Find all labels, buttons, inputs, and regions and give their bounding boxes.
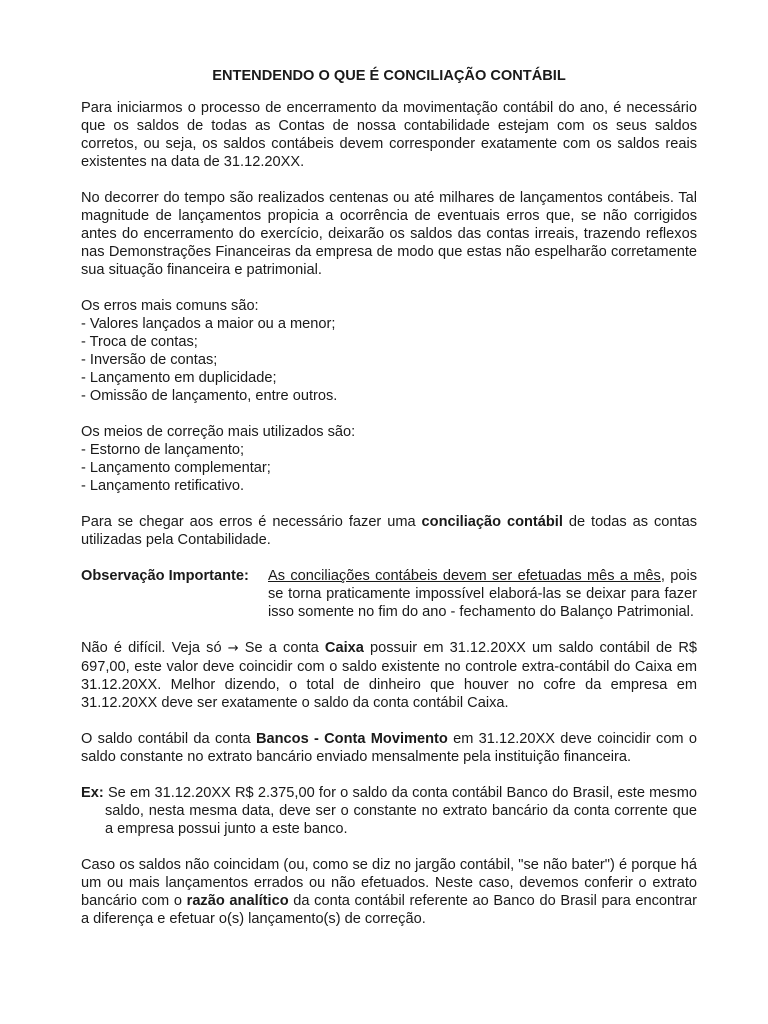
caixa-text-after: possuir em 31.12.20XX um saldo contábil de R$ 697,00, este valor deve coincidir com o saldo existente no controle extra-contábil do Caixa em 31.12.20XX. Melhor dizendo, o total de dinheiro que houver no cofre da empresa em 31.12.20XX deve ser exatamente o saldo da conta contábil Caixa. xyxy=(81,640,697,711)
example-label: Ex: xyxy=(81,785,104,801)
observation-underlined-text: As conciliações contábeis devem ser efetuadas mês a mês xyxy=(268,568,661,584)
conciliation-text-before: Para se chegar aos erros é necessário fazer uma xyxy=(81,514,422,530)
conciliation-text-after: de todas as contas utilizadas pela Contabilidade. xyxy=(81,514,697,548)
caixa-paragraph xyxy=(81,639,697,712)
bancos-paragraph xyxy=(81,730,697,766)
bancos-text-after: em 31.12.20XX deve coincidir com o saldo constante no extrato bancário enviado mensalmente pela instituição financeira. xyxy=(81,731,698,765)
document-title: ENTENDENDO O QUE É CONCILIAÇÃO CONTÁBIL xyxy=(212,68,566,84)
intro-paragraph: Para iniciarmos o processo de encerramento da movimentação contábil do ano, é necessário que os saldos de todas as Contas de nossa contabilidade estejam com os seus saldos corretos, ou seja, os saldos contábeis devem corresponder exatamente com os saldos reais existentes na data de 31.12.20XX. xyxy=(81,100,697,170)
list-item: - Valores lançados a maior ou a menor; xyxy=(81,315,697,333)
arrow-right-icon: → xyxy=(227,641,239,656)
errors-context-paragraph: No decorrer do tempo são realizados centenas ou até milhares de lançamentos contábeis. Tal magnitude de lançamentos propicia a ocorrência de eventuais erros que, se não corrigidos antes do encerramento do exercício, deixarão os saldos das contas irreais, trazendo reflexos nas Demonstrações Financeiras da empresa de modo que estas não espelharão corretamente sua situação financeira e patrimonial. xyxy=(81,190,697,278)
list-item: - Lançamento retificativo. xyxy=(81,477,697,495)
list-item: - Troca de contas; xyxy=(81,333,697,351)
bancos-text-before: O saldo contábil da conta xyxy=(81,731,256,747)
final-text-before: Caso os saldos não coincidam (ou, como se diz no jargão contábil, "se não bater") é porque há um ou mais lançamentos errados ou não efetuados. Neste caso, devemos conferir o extrato bancário com o xyxy=(81,857,697,909)
list-item: - Lançamento complementar; xyxy=(81,459,697,477)
example-text: Se em 31.12.20XX R$ 2.375,00 for o saldo da conta contábil Banco do Brasil, este mesmo saldo, nesta mesma data, deve ser o constante no extrato bancário da conta corrente que a empresa possui junto a este banco. xyxy=(103,785,697,837)
caixa-text-before: Não é difícil. Veja só xyxy=(81,640,228,656)
list-item: - Estorno de lançamento; xyxy=(81,441,697,459)
caixa-bold-term: Caixa xyxy=(324,640,364,656)
bancos-bold-term: Bancos - Conta Movimento xyxy=(255,731,448,747)
document-body xyxy=(81,67,697,928)
observation-text xyxy=(268,567,697,621)
list-item: - Inversão de contas; xyxy=(81,351,697,369)
final-paragraph xyxy=(81,856,697,928)
corrections-intro: Os meios de correção mais utilizados são: xyxy=(81,424,356,440)
observation-rest-text: , pois se torna praticamente impossível elaborá-las se deixar para fazer isso somente no fim do ano - fechamento do Balanço Patrimonial. xyxy=(268,568,697,620)
list-item: - Omissão de lançamento, entre outros. xyxy=(81,387,697,405)
list-item: - Lançamento em duplicidade; xyxy=(81,369,697,387)
final-bold-term: razão analítico xyxy=(186,893,289,909)
conciliation-paragraph xyxy=(81,513,697,549)
caixa-text-middle: Se a conta xyxy=(238,640,325,656)
observation-label: Observação Importante: xyxy=(81,568,249,584)
conciliation-bold-term: conciliação contábil xyxy=(421,514,563,530)
observation-block xyxy=(81,567,697,621)
errors-list xyxy=(81,315,697,405)
corrections-list xyxy=(81,441,697,495)
errors-intro: Os erros mais comuns são: xyxy=(81,298,259,314)
final-text-after: da conta contábil referente ao Banco do Brasil para encontrar a diferença e efetuar o(s) lançamento(s) de correção. xyxy=(81,893,697,927)
example-paragraph xyxy=(81,784,697,838)
